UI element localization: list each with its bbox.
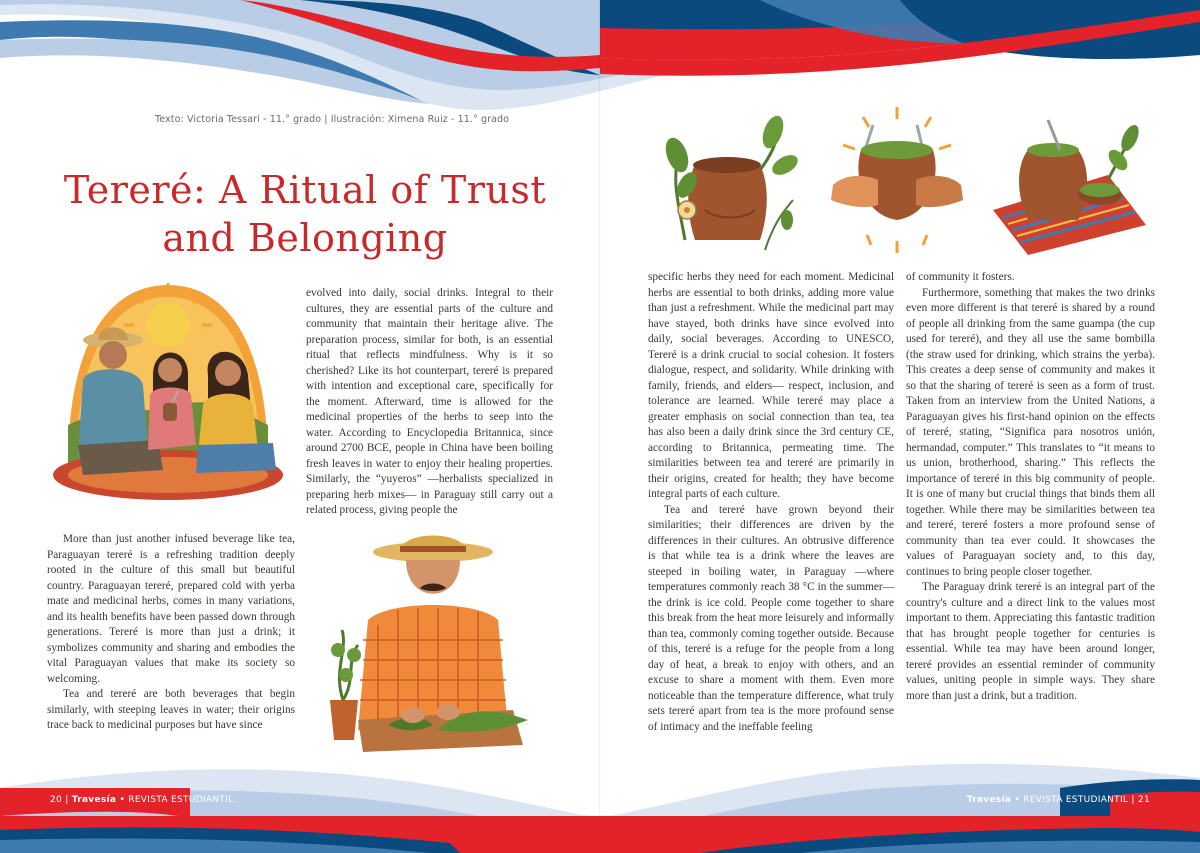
family-sharing-terere-illustration — [48, 265, 288, 505]
article-column-1 — [47, 532, 295, 734]
article-paragraph: Tea and tereré have grown beyond their similarities; their differences are driven by the differences in their cultures. An obtrusive difference is that while tea is a drink where the leaves are steeped in boiling water, in Paraguay —where temperatures commonly reach 38 °C in the summer— the drink is ice cold. People come together to share this break from the heat more leisurely and informally than tea, commonly coming together outside. Because of this, tereré is a refuge for the people from a long day of heat, a break to enjoy with others, and an excuse to share a moment with them. Even more noticeable than the temperature difference, what truly sets tereré apart from tea is the more profound sense of intimacy and the ineffable feeling — [648, 503, 894, 733]
article-title — [60, 166, 550, 262]
article-paragraph: Tea and tereré are both beverages that begin similarly, with steeping leaves in water; their origins trace back to medicinal purposes but have since — [47, 688, 295, 731]
guampa-with-plants-icon — [665, 110, 800, 255]
page-number-right: 21 — [1137, 795, 1150, 805]
magazine-brand: Travesía — [966, 795, 1012, 805]
magazine-brand: Travesía — [71, 795, 117, 805]
footer-separator: | — [65, 795, 69, 805]
page-number-left: 20 — [50, 795, 63, 805]
article-paragraph: Furthermore, something that makes the two drinks even more different is that tereré is shared by a round of people all drinking from the same guampa (the cup used for tereré), and they all use the same bombilla (the straw used for drinking, which strains the yerba). This creates a deep sense of community and makes it so that the sharing of tereré is seen as a form of trust. Taken from an interview from the United Nations, a Paraguayan gives his first-hand opinion on the effects of tereré, stating, “Significa para nosotros unión, hermandad, computer.” This translates to “it means to us union, brotherhood, sharing.” This reflects the importance of tereré in this big community of people. It is one of many but crucial things that binds them all together. While there may be similarities between tea and tereré, tereré fosters a more profound sense of community than tea ever could. It showcases the values of Paraguayan society and, to this day, continues to bring people closer together. — [906, 286, 1155, 578]
author-credits: Texto: Victoria Tessari - 11.° grado | Ilustración: Ximena Ruiz - 11.° grado — [155, 114, 510, 125]
footer-bullet: • — [119, 795, 126, 805]
footer-right — [967, 795, 1150, 805]
article-column-3 — [648, 270, 894, 735]
bottom-wave-band — [0, 758, 1200, 853]
footer-left — [50, 795, 233, 805]
article-column-2 — [306, 286, 553, 519]
footer-bullet: • — [1014, 795, 1020, 805]
article-column-4 — [906, 270, 1155, 704]
farmer-preparing-herbs-illustration — [328, 530, 543, 755]
footer-separator: | — [1131, 795, 1135, 805]
magazine-subtitle: REVISTA ESTUDIANTIL — [1023, 795, 1129, 805]
magazine-subtitle: REVISTA ESTUDIANTIL — [128, 795, 234, 805]
guampa-on-woven-cloth-icon — [988, 110, 1148, 255]
article-paragraph: of community it fosters. — [906, 271, 1015, 283]
title-line-2: and Belonging — [162, 216, 448, 260]
title-line-1: Tereré: A Ritual of Trust — [63, 168, 547, 212]
page-spine — [599, 0, 601, 853]
article-paragraph: The Paraguay drink tereré is an integral part of the country's culture and a direct link to the values most important to them. Appreciating this fantastic tradition that has brought people together for centuries is essential. While tea may have been around longer, tereré provides an essential reminder of community values, uniting people in simple ways. They share more than just a drink, but a tradition. — [906, 581, 1155, 702]
article-paragraph: specific herbs they need for each moment. Medicinal herbs are essential to both drinks, adding more value than just a refreshment. While the medicinal part may have stayed, both drinks have since evolved into daily, social beverages. According to UNESCO, Tereré is a drink crucial to social cohesion. It fosters dialogue, respect, and solidarity. While drinking with family, friends, and elders— respect, inclusion, and tolerance are learned. While tereré may place a greater emphasis on social connection than tea, tea has also been a daily drink since the 3rd century CE, according to Britannica, permeating time. The similarities between tea and tereré are primarily in their origins, created for health; they have become integral parts of each culture. — [648, 271, 894, 500]
article-paragraph: evolved into daily, social drinks. Integral to their cultures, they are essential parts of the culture and community that maintain their heritage alive. The preparation process, similar for both, is an essential ritual that reflects mindfulness. Why is it so cherished? Like its hot counterpart, tereré is prepared with intention and exceptional care, specifically for the moment. Afterward, time is allowed for the medicinal properties of the herbs to seep into the water. According to Encyclopedia Britannica, since around 2700 BCE, people in China have been boiling fresh leaves in water to enjoy their healing properties. Similarly, the “yuyeros” —herbalists specialized in preparing herb mixes— in Paraguay still carry out a related process, giving people the — [306, 287, 553, 516]
hands-holding-guampa-icon — [823, 105, 971, 255]
article-paragraph: More than just another infused beverage like tea, Paraguayan tereré is a refreshing tradition deeply rooted in the culture of this small but beautiful country. Paraguayan tereré, prepared cold with yerba mate and medicinal herbs, comes in many variations, and its health benefits have been passed down through generations. Tereré is more than just a drink; it symbolizes community and sharing and embodies the vital Paraguayan values that make its society so welcoming. — [47, 533, 295, 685]
